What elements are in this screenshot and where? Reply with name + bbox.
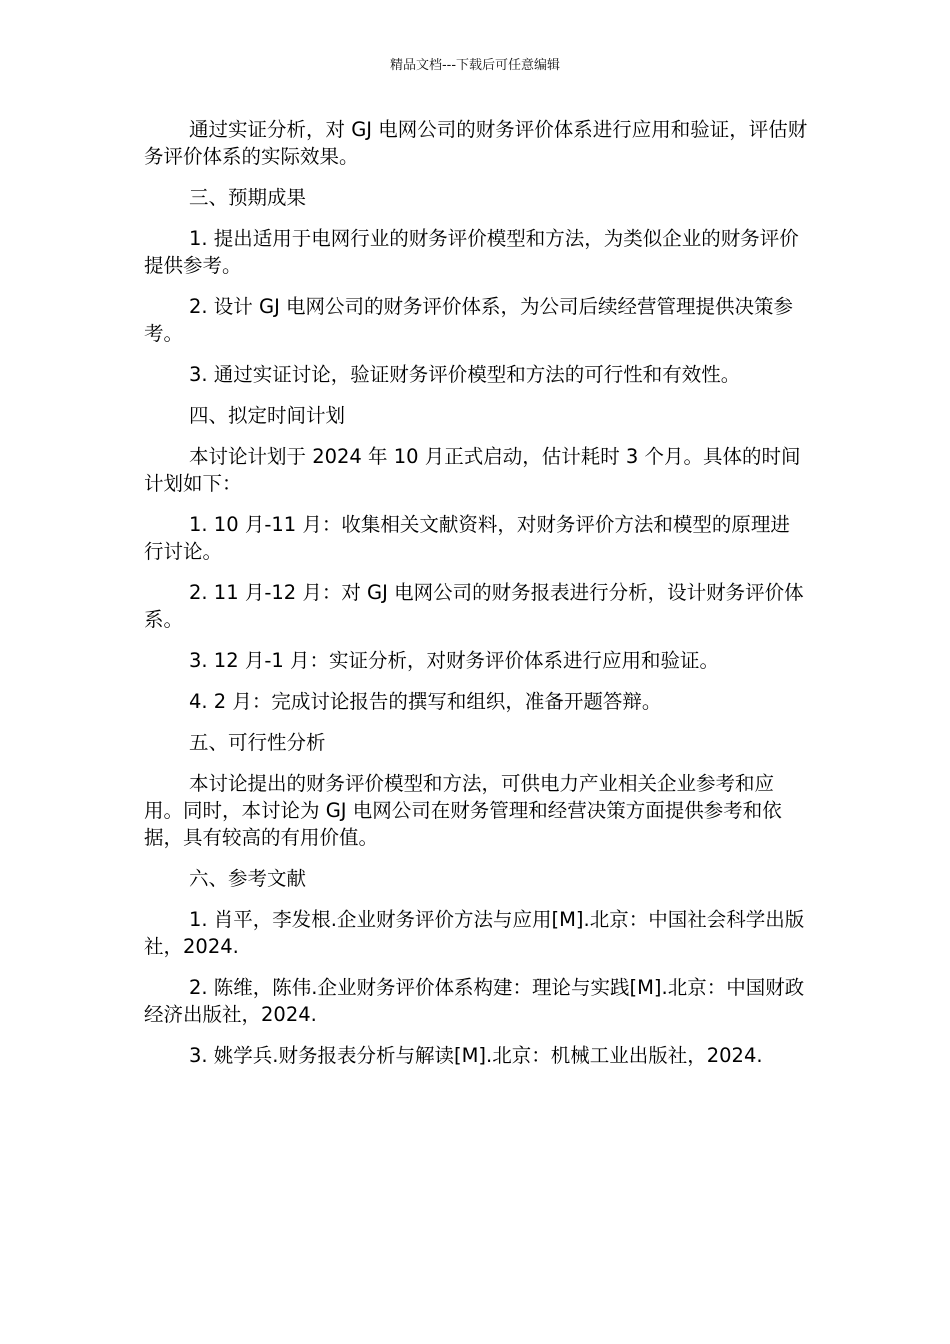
reference-item: 3. 姚学兵.财务报表分析与解读[M].北京：机械工业出版社，2024.	[189, 1044, 763, 1067]
expected-result-item: 3. 通过实证讨论，验证财务评价模型和方法的可行性和有效性。	[189, 363, 741, 386]
paragraph-empirical-analysis: 通过实证分析，对 GJ 电网公司的财务评价体系进行应用和验证，评估财务评价体系的实际效果。	[144, 118, 808, 168]
section-heading-expected-results: 三、预期成果	[189, 186, 307, 209]
expected-result-item: 1. 提出适用于电网行业的财务评价模型和方法，为类似企业的财务评价提供参考。	[144, 227, 799, 277]
section-heading-timeline: 四、拟定时间计划	[189, 404, 346, 427]
expected-result-item: 2. 设计 GJ 电网公司的财务评价体系，为公司后续经营管理提供决策参考。	[144, 295, 794, 345]
reference-item: 2. 陈维，陈伟.企业财务评价体系构建：理论与实践[M].北京：中国财政经济出版社，2024.	[144, 976, 805, 1026]
timeline-item: 4. 2 月：完成讨论报告的撰写和组织，准备开题答辩。	[189, 690, 662, 713]
section-heading-references: 六、参考文献	[189, 867, 307, 890]
timeline-item: 1. 10 月-11 月：收集相关文献资料，对财务评价方法和模型的原理进行讨论。	[144, 513, 790, 563]
section-heading-feasibility: 五、可行性分析	[189, 731, 326, 754]
timeline-item: 3. 12 月-1 月：实证分析，对财务评价体系进行应用和验证。	[189, 649, 719, 672]
paragraph-timeline-intro: 本讨论计划于 2024 年 10 月正式启动，估计耗时 3 个月。具体的时间计划如下：	[144, 445, 801, 495]
page-header: 精品文档---下载后可任意编辑	[389, 58, 561, 73]
timeline-item: 2. 11 月-12 月：对 GJ 电网公司的财务报表进行分析，设计财务评价体系。	[144, 581, 804, 631]
paragraph-feasibility: 本讨论提出的财务评价模型和方法，可供电力产业相关企业参考和应用。同时，本讨论为 GJ 电网公司在财务管理和经营决策方面提供参考和依据，具有较高的有用价值。	[144, 772, 782, 849]
document-body	[144, 116, 809, 1083]
reference-item: 1. 肖平，李发根.企业财务评价方法与应用[M].北京：中国社会科学出版社，2024.	[144, 908, 805, 958]
